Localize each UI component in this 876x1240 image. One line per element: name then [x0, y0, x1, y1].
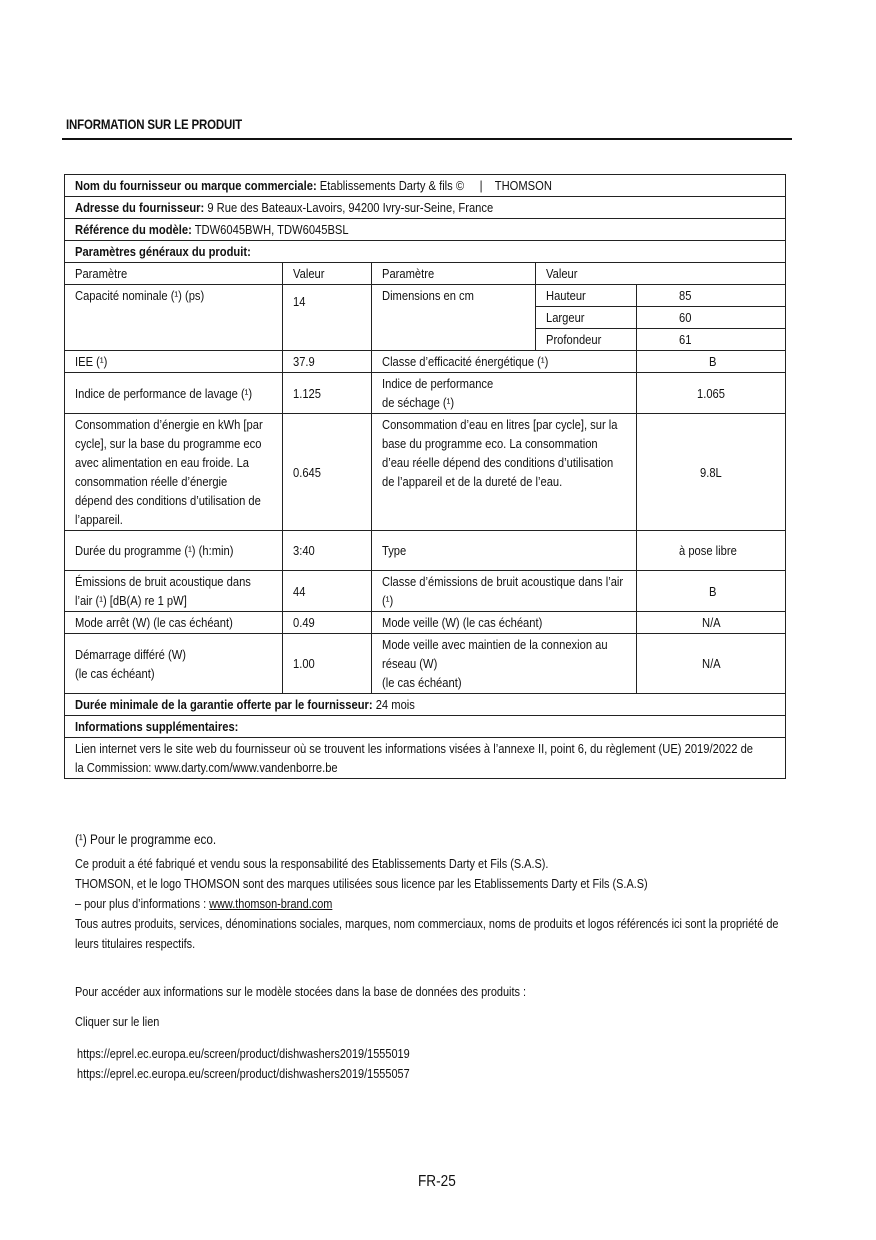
website-link[interactable]: www.darty.com/www.vandenborre.be — [154, 760, 338, 775]
table-row — [65, 285, 786, 307]
supplier-cell — [65, 175, 786, 197]
table-row — [65, 738, 786, 779]
eprel-link-1[interactable]: https://eprel.ec.europa.eu/screen/product/dishwashers2019/1555019 — [77, 1046, 410, 1061]
table-row — [65, 571, 786, 612]
col-header-value: Valeur — [283, 263, 372, 285]
energy-consumption-value: 0.645 — [283, 414, 372, 531]
col-header-param: Paramètre — [65, 263, 283, 285]
noise-value: 44 — [283, 571, 372, 612]
type-label: Type — [372, 531, 637, 571]
table-row — [65, 241, 786, 263]
duration-value: 3:40 — [283, 531, 372, 571]
model-value: TDW6045BWH, TDW6045BSL — [194, 222, 349, 237]
noise-class-label: Classe d’émissions de bruit acoustique dans l’air (¹) — [372, 571, 637, 612]
address-cell — [65, 197, 786, 219]
depth-label: Profondeur — [536, 329, 637, 351]
dry-perf-label: Indice de performance de séchage (¹) — [372, 373, 637, 414]
energy-consumption-label: Consommation d’énergie en kWh [par cycle], sur la base du programme eco avec alimentation en eau froide. La consommation réelle d’énergie dépend des conditions d’utilisation de l’appareil. — [65, 414, 283, 531]
table-row — [65, 373, 786, 414]
table-row — [65, 351, 786, 373]
legal-notes — [75, 854, 876, 954]
table-row — [65, 694, 786, 716]
table-row — [65, 175, 786, 197]
iee-value: 37.9 — [283, 351, 372, 373]
depth-value: 61 — [637, 329, 786, 351]
dry-perf-value: 1.065 — [637, 373, 786, 414]
energy-class-label: Classe d’efficacité énergétique (¹) — [372, 351, 637, 373]
table-row — [65, 197, 786, 219]
address-value: 9 Rue des Bateaux-Lavoirs, 94200 Ivry-sur-Seine, France — [207, 200, 494, 215]
col-header-value2: Valeur — [536, 263, 786, 285]
table-header-row — [65, 263, 786, 285]
legal-line-1: Ce produit a été fabriqué et vendu sous la responsabilité des Etablissements Darty et Fils (S.A.S). — [75, 856, 549, 871]
delayed-start-value: 1.00 — [283, 634, 372, 694]
website-cell — [65, 738, 786, 779]
legal-line-4: Tous autres produits, services, dénominations sociales, marques, nom commerciaux, noms de produits et logos référencés ici sont la propriété de — [75, 916, 779, 931]
table-row — [65, 531, 786, 571]
energy-class-value: B — [637, 351, 786, 373]
model-label: Référence du modèle: — [75, 222, 192, 237]
legal-line-2: THOMSON, et le logo THOMSON sont des marques utilisées sous licence par les Etablissements Darty et Fils (S.A.S) — [75, 876, 648, 891]
wash-perf-label: Indice de performance de lavage (¹) — [65, 373, 283, 414]
wash-perf-value: 1.125 — [283, 373, 372, 414]
page-title: INFORMATION SUR LE PRODUIT — [66, 116, 243, 132]
eco-note: (¹) Pour le programme eco. — [75, 831, 217, 847]
extra-info-cell — [65, 716, 786, 738]
width-label: Largeur — [536, 307, 637, 329]
access-text: Pour accéder aux informations sur le modèle stocées dans la base de données des produits : — [75, 984, 527, 999]
capacity-label: Capacité nominale (¹) (ps) — [65, 285, 283, 351]
eprel-link-2[interactable]: https://eprel.ec.europa.eu/screen/product/dishwashers2019/1555057 — [77, 1066, 410, 1081]
table-row — [65, 414, 786, 531]
table-row — [65, 716, 786, 738]
legal-line-5: leurs titulaires respectifs. — [75, 936, 196, 951]
height-label: Hauteur — [536, 285, 637, 307]
height-value: 85 — [637, 285, 786, 307]
eprel-links — [77, 1044, 473, 1084]
standby-value: N/A — [637, 612, 786, 634]
water-consumption-label: Consommation d’eau en litres [par cycle], sur la base du programme eco. La consommation d’eau réelle dépend des conditions d’utilisation de l’appareil et de la dureté de l’eau. — [372, 414, 637, 531]
general-params-label: Paramètres généraux du produit: — [75, 244, 251, 259]
product-info-table — [64, 174, 786, 779]
general-cell — [65, 241, 786, 263]
legal-line-3: – pour plus d’informations : — [75, 896, 207, 911]
col-header-param2: Paramètre — [372, 263, 536, 285]
standby-label: Mode veille (W) (le cas échéant) — [372, 612, 637, 634]
iee-label: IEE (¹) — [65, 351, 283, 373]
website-text-2: la Commission: — [75, 760, 152, 775]
noise-label: Émissions de bruit acoustique dans l’air (¹) [dB(A) re 1 pW] — [65, 571, 283, 612]
website-text: Lien internet vers le site web du fournisseur où se trouvent les informations visées à l’annexe II, point 6, du règlement (UE) 2019/2022 de — [75, 741, 754, 756]
supplier-value: Etablissements Darty & fils © — [319, 178, 465, 193]
supplier-separator: | — [479, 178, 483, 193]
warranty-cell — [65, 694, 786, 716]
table-row — [65, 219, 786, 241]
capacity-value: 14 — [283, 285, 372, 351]
duration-label: Durée du programme (¹) (h:min) — [65, 531, 283, 571]
warranty-value: 24 mois — [375, 697, 415, 712]
network-standby-label: Mode veille avec maintien de la connexion au réseau (W) (le cas échéant) — [372, 634, 637, 694]
title-divider — [62, 138, 792, 140]
off-mode-value: 0.49 — [283, 612, 372, 634]
supplier-label: Nom du fournisseur ou marque commerciale: — [75, 178, 317, 193]
off-mode-label: Mode arrêt (W) (le cas échéant) — [65, 612, 283, 634]
thomson-brand-link[interactable]: www.thomson-brand.com — [209, 896, 333, 911]
water-consumption-value: 9.8L — [637, 414, 786, 531]
type-value: à pose libre — [637, 531, 786, 571]
width-value: 60 — [637, 307, 786, 329]
dimensions-label: Dimensions en cm — [372, 285, 536, 351]
delayed-start-label: Démarrage différé (W) (le cas échéant) — [65, 634, 283, 694]
model-cell — [65, 219, 786, 241]
warranty-label: Durée minimale de la garantie offerte par le fournisseur: — [75, 697, 373, 712]
table-row — [65, 634, 786, 694]
click-text: Cliquer sur le lien — [75, 1014, 160, 1029]
noise-class-value: B — [637, 571, 786, 612]
address-label: Adresse du fournisseur: — [75, 200, 205, 215]
network-standby-value: N/A — [637, 634, 786, 694]
extra-info-label: Informations supplémentaires: — [75, 719, 239, 734]
page-number: FR-25 — [418, 1173, 456, 1190]
table-row — [65, 612, 786, 634]
brand-value: THOMSON — [494, 178, 552, 193]
